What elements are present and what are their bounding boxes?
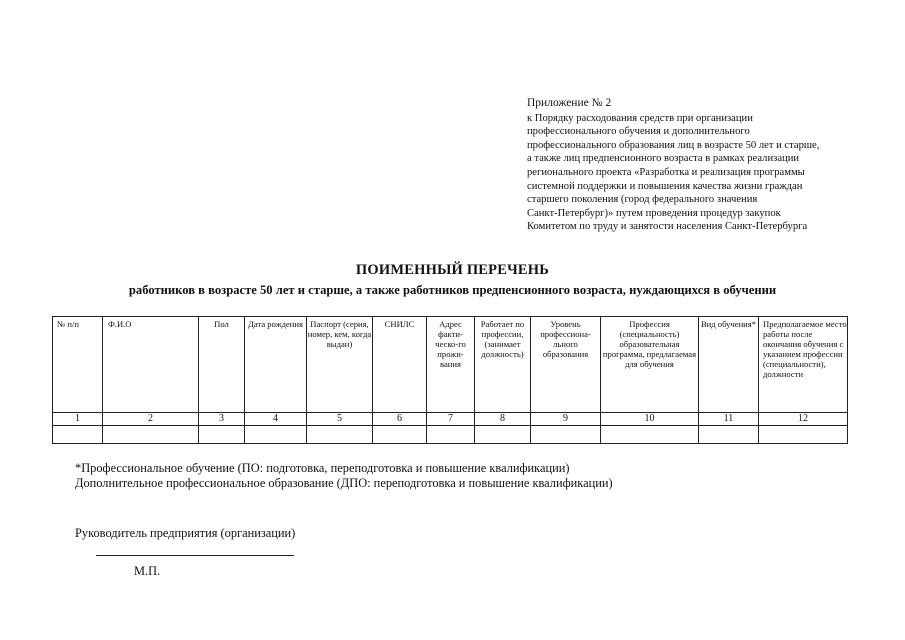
table-cell [199, 426, 245, 444]
column-number: 5 [307, 413, 373, 426]
column-number: 12 [759, 413, 848, 426]
column-number: 7 [427, 413, 475, 426]
appendix-line: Комитетом по труду и занятости населения Санкт-Петербурга [527, 221, 808, 233]
column-header-training-type: Вид обучения* [699, 317, 759, 413]
table-cell [307, 426, 373, 444]
column-header-future-workplace: Предполагаемое место работы после окончания обучения с указанием профессии (специальности), должности [759, 317, 848, 413]
column-number: 8 [475, 413, 531, 426]
employees-table [52, 316, 848, 444]
column-number: 1 [53, 413, 103, 426]
column-header-occupation: Работает по профессии, (занимает должность) [475, 317, 531, 413]
appendix-line: регионального проекта «Разработка и реализация программы [527, 166, 805, 178]
document-title: ПОИМЕННЫЙ ПЕРЕЧЕНЬ [355, 262, 550, 278]
appendix-line: старшего поколения (город федерального значения [527, 194, 758, 206]
footnote-vocational-training: *Профессиональное обучение (ПО: подготовка, переподготовка и повышение квалификации) [75, 461, 570, 475]
table-cell [699, 426, 759, 444]
stamp-label: М.П. [134, 564, 161, 578]
table-cell [53, 426, 103, 444]
footnote-additional-education: Дополнительное профессиональное образование (ДПО: переподготовка и повышение квалификации) [75, 476, 613, 490]
column-header-training-program: Профессия (специальность) образовательная программа, предлагаемая для обучения [601, 317, 699, 413]
table-header-row [53, 317, 848, 413]
table-cell [759, 426, 848, 444]
column-header-passport: Паспорт (серия, номер, кем, когда выдан) [307, 317, 373, 413]
document-subtitle: работников в возрасте 50 лет и старше, а также работников предпенсионного возраста, нуждающихся в обучении [128, 283, 777, 297]
column-number: 11 [699, 413, 759, 426]
column-number: 3 [199, 413, 245, 426]
table-cell [427, 426, 475, 444]
column-number: 4 [245, 413, 307, 426]
appendix-line: профессионального образования лиц в возрасте 50 лет и старше, [527, 139, 820, 151]
table-cell [245, 426, 307, 444]
appendix-title: Приложение № 2 [527, 97, 612, 109]
column-header-snils: СНИЛС [373, 317, 427, 413]
column-header-number: № п/п [53, 317, 103, 413]
organization-head-label: Руководитель предприятия (организации) [75, 526, 296, 540]
column-header-gender: Пол [199, 317, 245, 413]
column-header-education-level: Уровень профессиона-льного образования [531, 317, 601, 413]
appendix-line: Санкт-Петербург)» путем проведения процедур закупок [527, 207, 781, 219]
appendix-line: профессионального обучения и дополнительного [527, 126, 750, 138]
table-cell [601, 426, 699, 444]
table-row [53, 426, 848, 444]
column-number: 6 [373, 413, 427, 426]
table-number-row [53, 413, 848, 426]
table-cell [475, 426, 531, 444]
appendix-line: а также лиц предпенсионного возраста в рамках реализации [527, 153, 800, 165]
column-number: 9 [531, 413, 601, 426]
column-header-fio: Ф.И.О [103, 317, 199, 413]
appendix-block [527, 97, 867, 234]
column-header-birth-date: Дата рождения [245, 317, 307, 413]
table-cell [373, 426, 427, 444]
column-header-address: Адрес факти-ческо-го прожи-вания [427, 317, 475, 413]
signature-line [96, 555, 294, 556]
table-cell [531, 426, 601, 444]
appendix-line: к Порядку расходования средств при организации [527, 112, 753, 124]
column-number: 10 [601, 413, 699, 426]
column-number: 2 [103, 413, 199, 426]
appendix-line: системной поддержки и повышения качества жизни граждан [527, 180, 803, 192]
table-cell [103, 426, 199, 444]
